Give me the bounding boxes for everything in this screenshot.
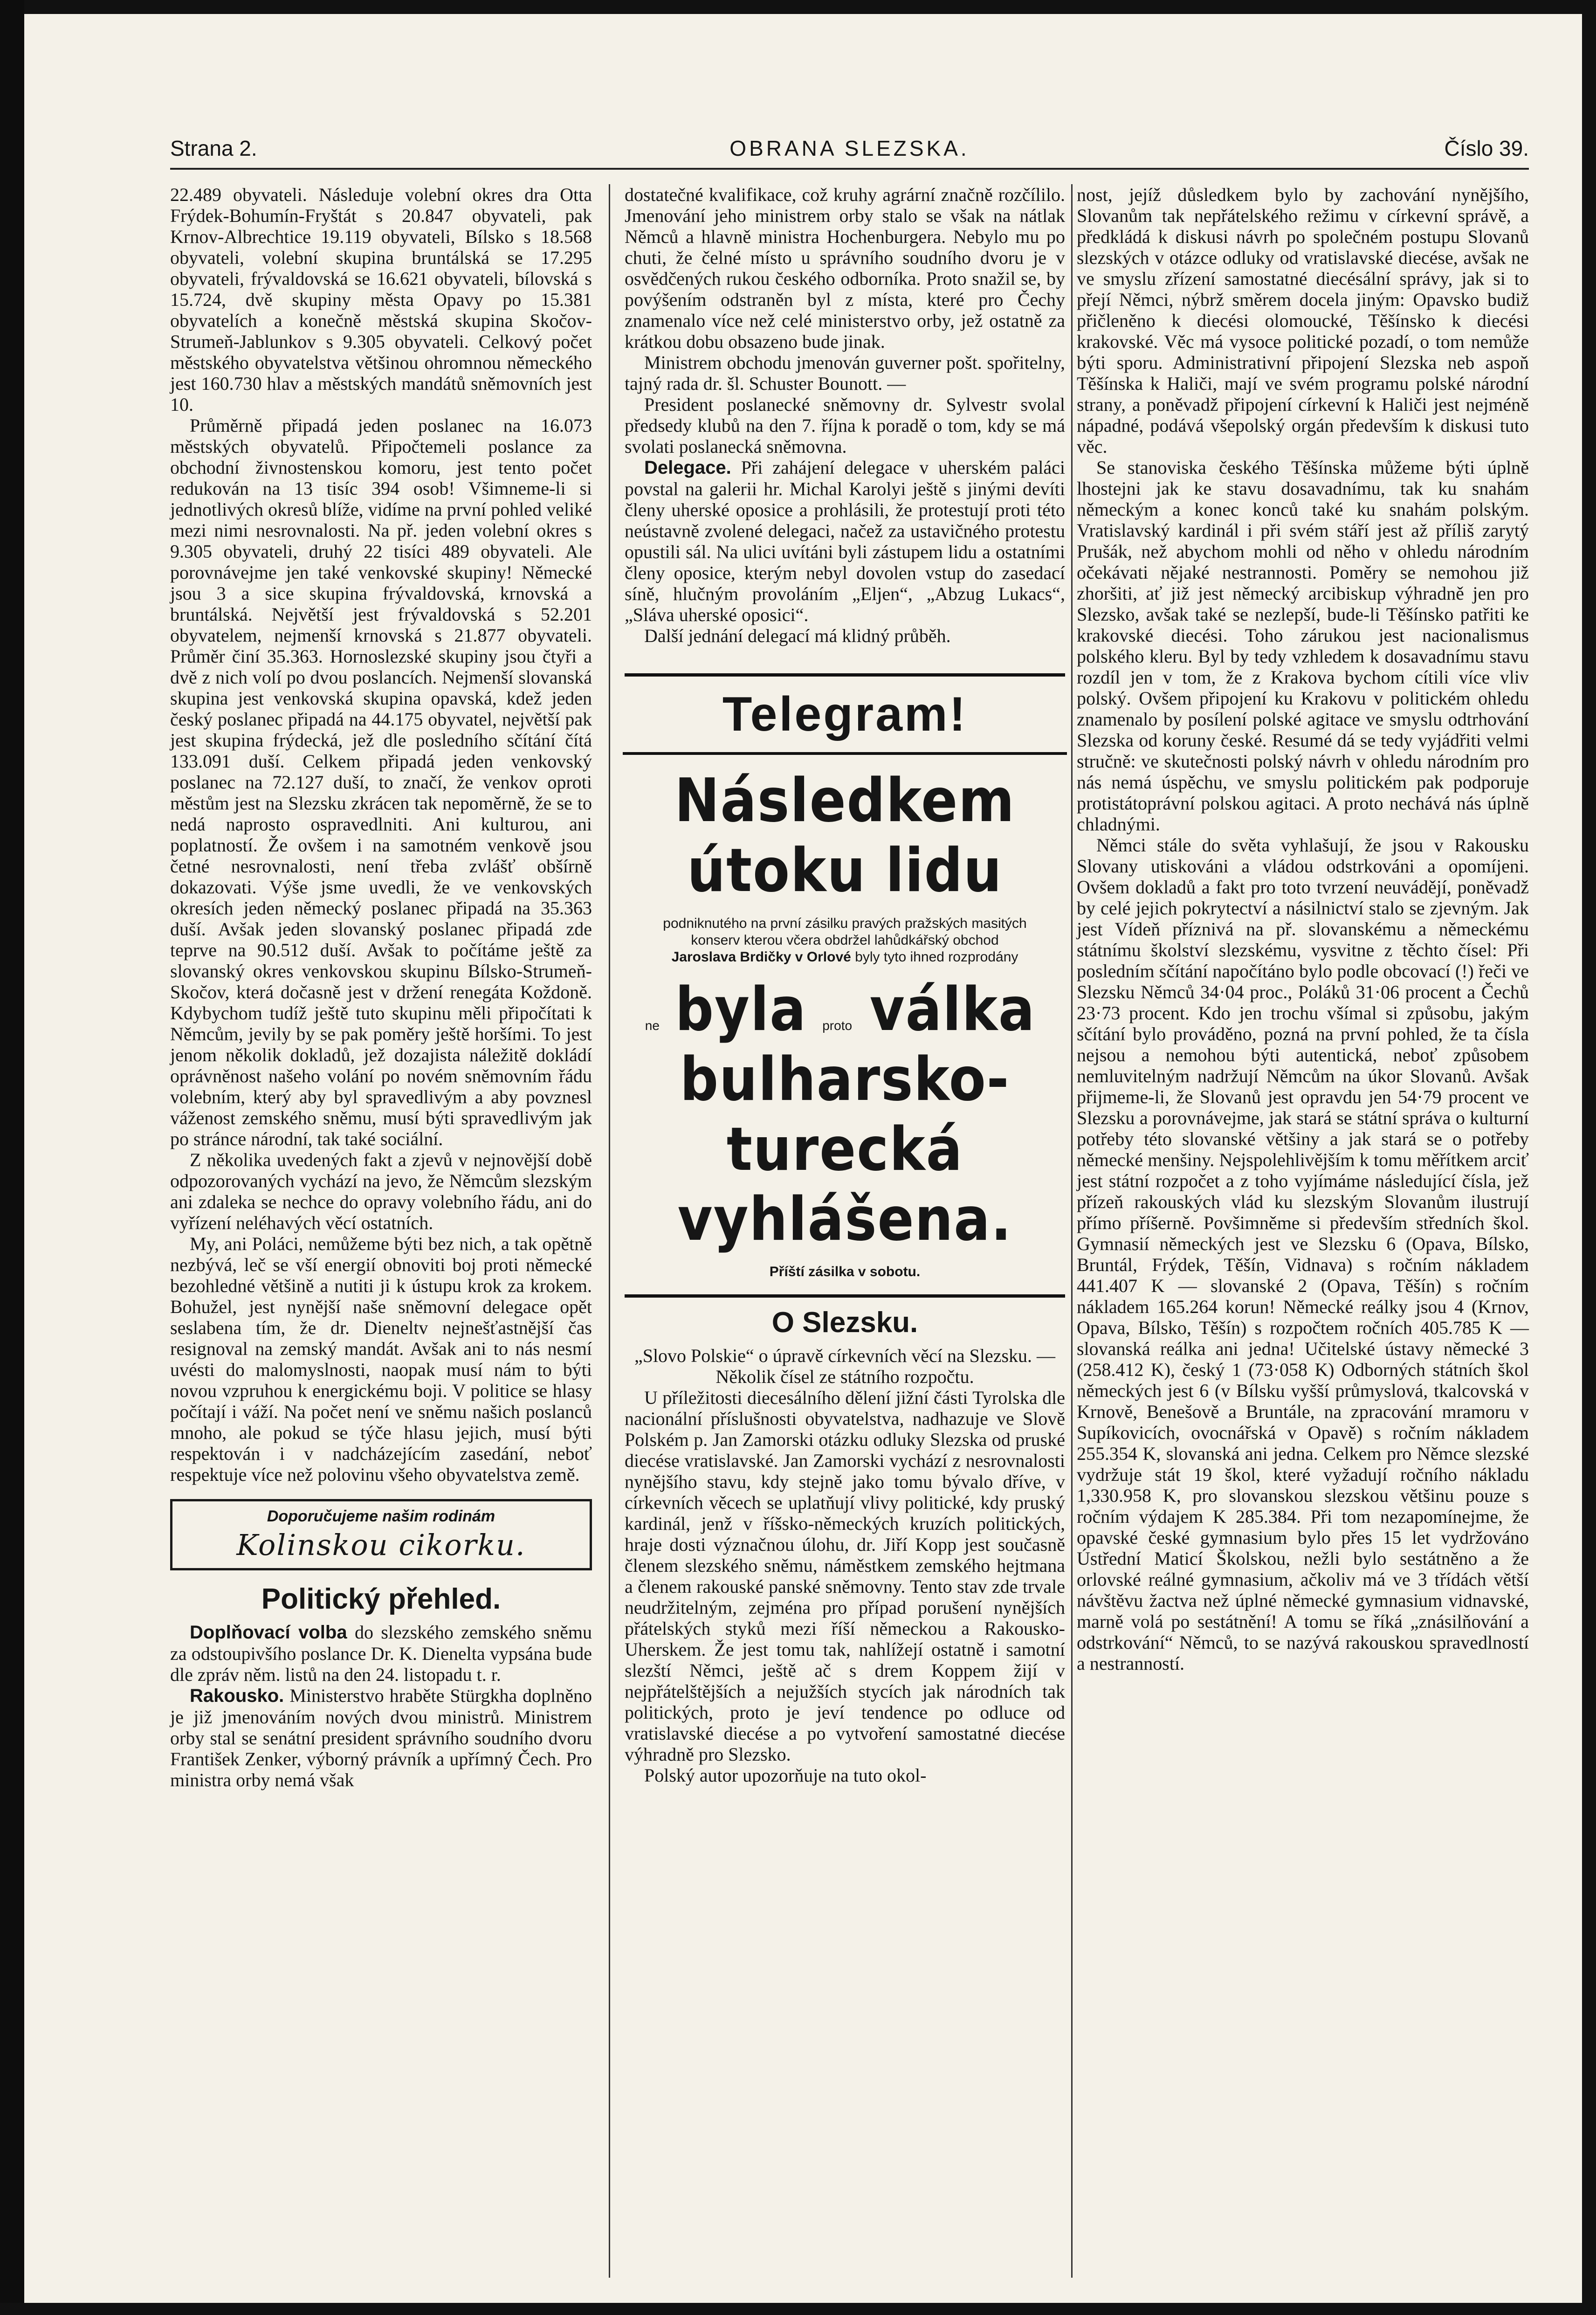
telegram-word: byla	[675, 975, 807, 1044]
paragraph: Další jednání delegací má klidný průběh.	[644, 625, 951, 646]
paragraph: U příležitosti diecesálního dělení jižní části Tyrolska dle nacionální příslušnosti obyvatelstva, nadhazuje ve Slově Polském p. Jan Zamorski otázku odluky Slezska od pruské diecése vratislavské. Jan Zamorski vychází z nesrovnalosti nynějšího stavu, kdy stejně jako tomu bývalo dříve, v církevních věcech se uplatňují vlivy politické, kdy pruský kardinál, jenž v říšsko-německých kruzích politických, hraje dosti význačnou úlohu, dr. Jiří Kopp jest současně členem slezského sněmu, náměstkem zemského hejtmana a členem rakouské panské sněmovny. Tento stav zde trvale neudržitelným, zejména pro případ porušení nynějších přátelských styků mezi říší německou a Rakousko-Uherskem. Že jest tomu tak, nahlížejí ostatně i samotní slezští Němci, ještě ač s drem Koppem žijí v nejpřátelštějších a nejužších stycích jak národních tak politických, proto je jeví tendence po odluce od vratislavské diecése a po vytvoření samostatné diecése výhradně pro Slezsko.	[625, 1387, 1065, 1765]
column-divider	[609, 184, 610, 2278]
telegram-headline: bulharsko-turecká	[680, 1045, 1010, 1184]
scan-border-bottom	[0, 2303, 1596, 2315]
header-rule	[170, 168, 1529, 170]
telegram-body	[662, 915, 1028, 966]
telegram-headline: útoku lidu	[687, 836, 1003, 905]
article-subtitle: „Slovo Polskie“ o úpravě církevních věcí na Slezsku. — Několik čísel ze státního rozpočtu.	[634, 1345, 1056, 1387]
telegram-footer: Příští zásilka v sobotu.	[769, 1264, 921, 1279]
telegram-title: Telegram!	[623, 684, 1067, 755]
paragraph	[170, 1622, 592, 1685]
paragraph: Ministrem obchodu jmenován guverner pošt. spořitelny, tajný rada dr. šl. Schuster Bounott. —	[625, 352, 1065, 394]
telegram-word: ne	[645, 1018, 660, 1033]
column-divider	[1071, 184, 1073, 2278]
telegram-headline: vyhlášena.	[677, 1185, 1012, 1254]
telegram-headline: Následkem	[674, 766, 1015, 836]
page-header	[170, 133, 1529, 166]
paragraph-keyword: Doplňovací volba	[190, 1622, 347, 1643]
paragraph: President poslanecké sněmovny dr. Sylvestr svolal předsedy klubů na den 7. října k poradě o tom, kdy se má svolati poslanecká sněmovna.	[625, 394, 1065, 457]
issue-number: Číslo 39.	[1444, 136, 1529, 160]
shop-name: Jaroslava Brdičky v Orlové	[671, 949, 851, 965]
paragraph	[170, 1685, 592, 1790]
telegram-line	[625, 975, 1065, 1045]
telegram-body-text: byly tyto ihned rozprodány	[855, 949, 1018, 965]
column-2	[625, 184, 1065, 2292]
paragraph: 22.489 obyvateli. Následuje volební okres dra Otta Frýdek-Bohumín-Fryštát s 20.847 obyvateli, pak Krnov-Albrechtice 19.119 obyvateli, Bílsko s 18.568 obyvateli, volební skupina bruntálská se 17.295 obyvateli, frývaldovská se 16.621 obyvateli, bílovská s 15.724, dvě skupiny města Opavy po 15.381 obyvatelích a konečně městská skupina Skočov-Strumeň-Jablunkov s 9.305 obyvateli. Celkový počet městského obyvatelstva většinou ohromnou německého jest 160.730 hlav a městských mandátů sněmovních jest 10.	[170, 184, 592, 415]
paragraph-text: Při zahájení delegace v uherském paláci povstal na galerii hr. Michal Karolyi ještě s jinými devíti členy uherské oposice a prohlásili, že protestují proti této neústavně zvolené delegaci, načež za ustavičného protestu opustili sál. Na ulici uvítáni byli zástupem lidu a ostatními členy oposice, kterým nebyl dovolen vstup do zasedací síně, hlučným provoláním „Eljen“, „Abzug Lukacs“, „Sláva uherské oposici“.	[625, 457, 1065, 625]
advert-tagline: Doporučujeme našim rodinám	[267, 1507, 495, 1525]
paragraph-keyword: Rakousko.	[190, 1686, 284, 1706]
advert-product: Kolinskou cikorku.	[236, 1528, 526, 1562]
scan-border-top	[0, 0, 1596, 14]
paragraph: dostatečné kvalifikace, což kruhy agrární značně rozčílilo. Jmenování jeho ministrem orby stalo se však na nátlak Němců a hlavně ministra Hochenburgera. Nebylo mu po chuti, že čelné místo u správního soudního dvoru je v osvědčených rukou českého odborníka. Proto snažil se, by povýšením odstraněn byl z místa, které pro Čechy znamenalo více než celé ministerstvo orby, jež ostatně za krátkou dobu obsazeno bude jinak.	[625, 184, 1065, 352]
paragraph-text: do slezského zemského sněmu za odstoupivšího poslance Dr. K. Dienelta vypsána bude dle zpráv něm. listů na den 24. listopadu t. r.	[170, 1622, 592, 1685]
paragraph: Průměrně připadá jeden poslanec na 16.073 městských obyvatelů. Připočtemeli poslance za obchodní živnostenskou komoru, jest tento počet redukován na 13 tisíc 394 osob! Všimneme-li si jednotlivých okresů blíže, vidíme na první pohled veliké mezi nimi nesrovnalosti. Na př. jeden volební okres s 9.305 obyvateli, druhý 22 tisíci 489 obyvateli. Ale porovnávejme jen také venkovské skupiny! Německé jsou 3 a sice skupina frývaldovská, krnovská a bruntálská. Největší jest frývaldovská s 52.201 obyvatelem, nejmenší krnovská s 21.877 obyvateli. Průměr činí 35.363. Hornoslezské skupiny jsou čtyři a dvě z nich volí po dvou poslancích. Nejmenší slovanská skupina jest venkovská skupina opavská, kdež jeden český poslanec připadá na 44.175 obyvatel, největší pak jest skupina frýdecká, jež dle posledního sčítání čítá 133.091 duší. Celkem připadá jeden venkovský poslanec na 72.127 duší, to značí, že venkov oproti městům jest na Slezsku zkrácen tak nepoměrně, že se to nedá naprosto ospravedlniti. Ani kulturou, ani poplatností. Že ovšem i na samotném venkově jsou četné nesrovnalosti, není třeba zvlášť obšírně dokazovati. Výše jsme uvedli, že ve venkovských okresích jeden německý poslanec připadá na 35.363 duší. Avšak jeden slovanský poslanec připadá zde teprve na 90.512 duší. Avšak to počítáme ještě za slovanský okres venkovskou skupinu Bílsko-Strumeň-Skočov, která dočasně jest v držení renegáta Koždoně. Kdybychom tudíž ještě tuto skupinu měli připočítati k Němcům, jevily by se pak poměry ještě horšími. To jest jenom několik dokladů, jež dozajista náležitě dokládí oprávněnost našeho volání po novém sněmovním řádu volebním, který aby byl spravedlivým a aby povznesl váženost zemského sněmu, musí býti spravedlivým jak po stránce národní, tak také sociální.	[170, 415, 592, 1149]
section-title: Politický přehled.	[261, 1583, 501, 1615]
newspaper-title: OBRANA SLEZSKA.	[729, 136, 970, 160]
telegram-word: válka	[869, 975, 1036, 1044]
paragraph-keyword: Delegace.	[644, 457, 731, 478]
scan-border-left	[0, 0, 24, 2315]
page-number: Strana 2.	[170, 136, 257, 160]
paragraph: Z několika uvedených fakt a zjevů v nejnovější době odpozorovaných vychází na jevo, že Němcům slezským ani zdaleka se nechce do opravy volebního řádu, ani do vyřízení neléhavých věcí ostatních.	[170, 1149, 592, 1233]
paragraph: Polský autor upozorňuje na tuto okol-	[644, 1765, 927, 1786]
section-title: O Slezsku.	[771, 1306, 918, 1339]
chicory-advert	[170, 1499, 592, 1570]
column-3	[1077, 184, 1529, 2292]
telegram-body-text: podniknutého na první zásilku pravých pražských masitých konserv kterou včera obdržel lahůdkářský obchod	[663, 916, 1027, 948]
telegram-word: proto	[822, 1018, 853, 1033]
telegram-advert	[625, 673, 1065, 1298]
column-1	[170, 184, 592, 2292]
paragraph-text: Ministerstvo hraběte Stürgkha doplněno je již jmenováním nových dvou ministrů. Ministrem orby stal se senátní president správního soudního dvoru František Zenker, výborný právník a upřímný Čech. Pro ministra orby nemá však	[170, 1685, 592, 1790]
paragraph: Se stanoviska českého Těšínska můžeme býti úplně lhostejni jak ke stavu dosavadnímu, tak ku snahám německým a konec konců také ku snahám polským. Vratislavský kardinál i při svém stáří jest až příliš zarytý Prušák, než abychom mohli od něho v ohledu národním očekávati nějaké nestrannosti. Poměry se nemohou již zhoršiti, ať již jest německý arcibiskup výhradně jen pro Slezsko, avšak také se nezlepší, bude-li Těšínsko patřiti ke krakovské diecési. Toho zárukou jest nacionalismus polského kleru. Byl by tedy vzhledem k dosavadnímu stavu rozdíl jen v tom, že z Krakova bychom cítili více vliv polský. Ovšem připojení ku Krakovu v politickém ohledu znamenalo by posílení polské agitace ve smyslu odtrhování Slezska od koruny české. Resumé dá se tedy vyjádřiti velmi stručně: ve skutečnosti polský návrh v ohledu národním pro nás nemá úspěchu, ve smyslu politickém pak podporuje protistátoprávní polskou agitaci. A proto nechává nás úplně chladnými.	[1077, 457, 1529, 835]
paragraph: My, ani Poláci, nemůžeme býti bez nich, a tak opětně nezbývá, leč se vší energií obnoviti boj proti německé bezohledné většině a nutiti ji k ústupu krok za krokem. Bohužel, jest nynější naše sněmovní delegace opět seslabena tím, že dr. Dieneltv nejnešťastnější čas resignoval na zemský mandát. Avšak ani to nás nesmí uvésti do malomyslnosti, naopak musí nám to býti novou vzpruhou k energickému boji. V politice se hlasy počítají i váží. Na počet není ve sněmu našich poslanců mnoho, ale pokud se týče hlasu jejich, musí býti respektován i v nadcházejícím zasedání, neboť respektuje více než polovinu všeho obyvatelstva země.	[170, 1233, 592, 1485]
paragraph: Němci stále do světa vyhlašují, že jsou v Rakousku Slovany utiskováni a vládou odstrkováni a opomíjeni. Ovšem dokladů a fakt pro toto tvrzení neuvádějí, poněvadž by celé jejich pokrytectví a násilnictví stalo se zjevným. Jak jest Vídeň příznivá na př. slovanskému a německému státnímu školství slezskému, vysvitne z těchto čísel: Při posledním sčítání napočítáno bylo podle obcovací (!) řeči ve Slezsku Němců 34·04 proc., Poláků 31·06 procent a Čechů 23·73 procent. Kdo jen trochu všímal si způsobu, jakým sčítání bylo prováděno, pozná na první pohled, že ta čísla nejsou a nemohou býti autentická, neboť způsobem nemluvitelným nadržují Němcům na úkor Slovanů. Avšak přijmeme-li, že Slovanů jest opravdu jen 54·79 procent ve Slezsku a porovnávejme, jak stará se státní správa o kulturní potřeby této slovanské většiny a jak stará se o potřeby německé menšiny. Nejspolehlivějším k tomu měřítkem arciť jest státní rozpočet a z toho vyjímáme následující čísla, jež přízeň rakouských vlád ku slezským Slovanům ilustrují přímo příšerně. Povšimněme si především středních škol. Gymnasií německých jest ve Slezsku 6 (Opava, Bílsko, Bruntál, Frýdek, Těšín, Vidnava) s ročním nákladem 441.407 K — slovanské 2 (Opava, Těšín) s ročním nákladem 165.264 korun! Německé reálky jsou 4 (Krnov, Opava, Bílsko, Těšín) s rozpočtem ročních 405.785 K — slovanská reálka ani jedna! Učitelské ústavy německé 3 (258.412 K), český 1 (73·058 K) Odborných státních škol německých jest 6 (v Bílsku vyšší průmyslová, tkalcovská v Krnově, Benešově a Bruntále, na zpracování mramoru v Supíkovicích, ovocnářská v Opavě) s ročním nákladem 255.354 K, slovanská ani jedna. Celkem pro Němce slezské vydržuje stát 19 škol, které vyžadují ročního nákladu 1,330.958 K, pro slovanskou slezskou většinu pouze s ročním výdajem K 285.384. Při tom nezapomínejme, že opavské české gymnasium bylo přes 15 let vydržováno Ústřední Maticí Školskou, nežli bylo sestátněno a že orlovské reálné gymnasium, ačkoliv má ve 3 třídách větší návštěvu žactva než úplné německé gymnasium vidnavské, marně volá po sestátnění! A tomu se říká „znásilňování a odstrkování“ Němců, to se nazývá rakouskou spravedlností a nestranností.	[1077, 835, 1529, 1674]
paragraph	[625, 457, 1065, 625]
scan-border-right	[1582, 0, 1596, 2315]
paragraph: nost, jejíž důsledkem bylo by zachování nynějšího, Slovanům tak nepřátelského režimu v církevní správě, a předkládá k diskusi návrh po společném postupu Slovanů slezských v otázce odluky od vratislavské diecése, avšak ne ve smyslu zřízení samostatné diecésální správy, jak si to přejí Němci, nýbrž směrem docela jiným: Opavsko budiž přičleněno k diecési olomoucké, Těšínsko k diecési krakovské. Věc má vysoce politické pozadí, o tom nemůže býti sporu. Administrativní připojení Slezska neb aspoň Těšínska k Haliči, mají ve svém programu polské národní strany, a poněvadž připojení církevní k Haliči jest nejméně nápadné, podává všepolský orgán především k diskusi tuto věc.	[1077, 184, 1529, 457]
